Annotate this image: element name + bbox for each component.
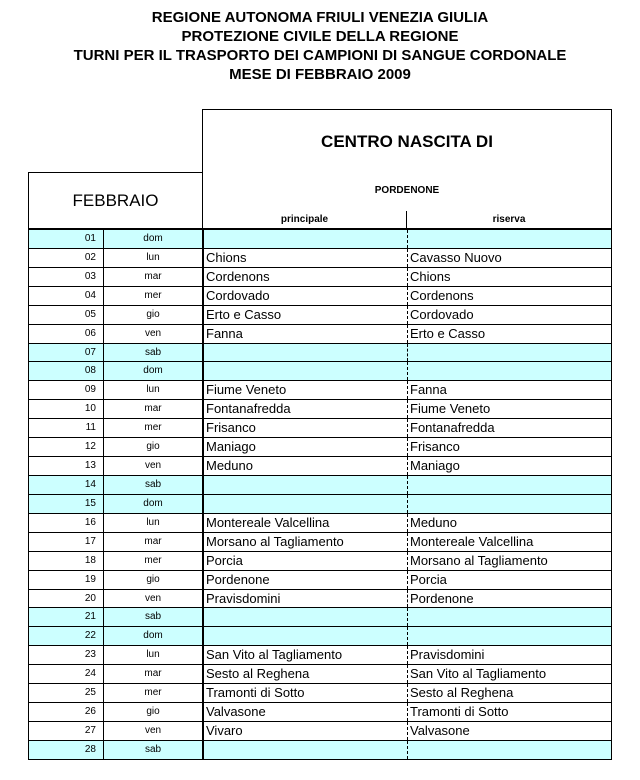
weekday-cell: ven (103, 457, 202, 475)
day-cell: 14 (28, 476, 103, 494)
riserva-cell (407, 495, 612, 513)
weekday-cell: gio (103, 438, 202, 456)
header-protezione: PROTEZIONE CIVILE DELLA REGIONE (181, 28, 459, 45)
table-row (28, 438, 612, 457)
riserva-cell: Erto e Casso (407, 325, 612, 343)
day-cell: 04 (28, 287, 103, 305)
riserva-cell: Fiume Veneto (407, 400, 612, 418)
principale-cell (202, 230, 407, 248)
riserva-cell: Meduno (407, 514, 612, 532)
schedule-table (28, 230, 612, 760)
principale-cell: Cordovado (202, 287, 407, 305)
riserva-cell (407, 608, 612, 626)
day-cell: 28 (28, 741, 103, 759)
riserva-cell: Fontanafredda (407, 419, 612, 437)
principale-cell: Fiume Veneto (202, 381, 407, 399)
day-cell: 26 (28, 703, 103, 721)
weekday-cell: dom (103, 495, 202, 513)
riserva-cell: Pordenone (407, 590, 612, 608)
table-row (28, 306, 612, 325)
weekday-cell: ven (103, 590, 202, 608)
weekday-cell: mar (103, 665, 202, 683)
table-row (28, 268, 612, 287)
riserva-cell: San Vito al Tagliamento (407, 665, 612, 683)
riserva-cell (407, 741, 612, 759)
table-row (28, 608, 612, 627)
table-row (28, 665, 612, 684)
table-row (28, 722, 612, 741)
day-cell: 18 (28, 552, 103, 570)
day-cell: 27 (28, 722, 103, 740)
day-cell: 11 (28, 419, 103, 437)
principale-cell: Meduno (202, 457, 407, 475)
principale-cell: Chions (202, 249, 407, 267)
weekday-cell: dom (103, 627, 202, 645)
table-row (28, 287, 612, 306)
table-row (28, 230, 612, 249)
centro-nascita-box (202, 109, 612, 211)
riserva-cell (407, 362, 612, 380)
riserva-cell: Chions (407, 268, 612, 286)
column-header-riserva: riserva (407, 211, 612, 228)
principale-cell (202, 495, 407, 513)
principale-cell: Pordenone (202, 571, 407, 589)
principale-cell: Maniago (202, 438, 407, 456)
day-cell: 05 (28, 306, 103, 324)
day-cell: 16 (28, 514, 103, 532)
principale-cell: Fontanafredda (202, 400, 407, 418)
day-cell: 15 (28, 495, 103, 513)
header-region: REGIONE AUTONOMA FRIULI VENEZIA GIULIA (151, 9, 489, 26)
table-row (28, 476, 612, 495)
table-row (28, 381, 612, 400)
riserva-cell: Porcia (407, 571, 612, 589)
riserva-cell: Morsano al Tagliamento (407, 552, 612, 570)
column-header-principale: principale (202, 211, 407, 228)
table-row (28, 344, 612, 363)
principale-cell: Sesto al Reghena (202, 665, 407, 683)
riserva-cell: Fanna (407, 381, 612, 399)
weekday-cell: mer (103, 419, 202, 437)
weekday-cell: mer (103, 684, 202, 702)
weekday-cell: gio (103, 571, 202, 589)
riserva-cell (407, 476, 612, 494)
header-turni: TURNI PER IL TRASPORTO DEI CAMPIONI DI SANGUE CORDONALE (73, 47, 567, 64)
weekday-cell: gio (103, 306, 202, 324)
day-cell: 22 (28, 627, 103, 645)
principale-cell: Fanna (202, 325, 407, 343)
day-cell: 21 (28, 608, 103, 626)
header-mese: MESE DI FEBBRAIO 2009 (229, 66, 411, 83)
weekday-cell: mar (103, 400, 202, 418)
day-cell: 25 (28, 684, 103, 702)
weekday-cell: lun (103, 514, 202, 532)
table-row (28, 571, 612, 590)
principale-cell: Morsano al Tagliamento (202, 533, 407, 551)
principale-cell: Valvasone (202, 703, 407, 721)
riserva-cell: Tramonti di Sotto (407, 703, 612, 721)
riserva-cell: Cavasso Nuovo (407, 249, 612, 267)
table-row (28, 400, 612, 419)
principale-cell (202, 362, 407, 380)
document-header (0, 8, 640, 84)
principale-cell (202, 344, 407, 362)
table-row (28, 684, 612, 703)
day-cell: 12 (28, 438, 103, 456)
weekday-cell: sab (103, 344, 202, 362)
month-label: FEBBRAIO (72, 191, 159, 210)
weekday-cell: gio (103, 703, 202, 721)
weekday-cell: dom (103, 362, 202, 380)
day-cell: 09 (28, 381, 103, 399)
riserva-cell (407, 344, 612, 362)
weekday-cell: mar (103, 533, 202, 551)
riserva-cell: Sesto al Reghena (407, 684, 612, 702)
day-cell: 01 (28, 230, 103, 248)
day-cell: 07 (28, 344, 103, 362)
day-cell: 20 (28, 590, 103, 608)
weekday-cell: sab (103, 608, 202, 626)
centro-subtitle: PORDENONE (374, 185, 440, 196)
table-row (28, 627, 612, 646)
riserva-cell: Frisanco (407, 438, 612, 456)
day-cell: 13 (28, 457, 103, 475)
principale-cell (202, 608, 407, 626)
day-cell: 03 (28, 268, 103, 286)
riserva-cell (407, 627, 612, 645)
riserva-cell: Pravisdomini (407, 646, 612, 664)
table-row (28, 325, 612, 344)
principale-cell (202, 627, 407, 645)
table-row (28, 741, 612, 760)
riserva-cell (407, 230, 612, 248)
day-cell: 08 (28, 362, 103, 380)
table-row (28, 703, 612, 722)
principale-cell: Cordenons (202, 268, 407, 286)
principale-cell: Frisanco (202, 419, 407, 437)
weekday-cell: lun (103, 646, 202, 664)
riserva-cell: Valvasone (407, 722, 612, 740)
weekday-cell: sab (103, 476, 202, 494)
month-box (28, 172, 202, 229)
principale-cell: San Vito al Tagliamento (202, 646, 407, 664)
weekday-cell: lun (103, 249, 202, 267)
table-row (28, 533, 612, 552)
day-cell: 19 (28, 571, 103, 589)
table-row (28, 495, 612, 514)
riserva-cell: Cordovado (407, 306, 612, 324)
weekday-cell: mer (103, 552, 202, 570)
weekday-cell: ven (103, 722, 202, 740)
table-row (28, 552, 612, 571)
centro-title: CENTRO NASCITA DI (321, 132, 493, 151)
day-cell: 02 (28, 249, 103, 267)
table-row (28, 419, 612, 438)
weekday-cell: sab (103, 741, 202, 759)
table-row (28, 514, 612, 533)
principale-cell (202, 476, 407, 494)
weekday-cell: mar (103, 268, 202, 286)
day-cell: 10 (28, 400, 103, 418)
day-cell: 06 (28, 325, 103, 343)
riserva-cell: Montereale Valcellina (407, 533, 612, 551)
riserva-cell: Maniago (407, 457, 612, 475)
principale-cell (202, 741, 407, 759)
principale-cell: Porcia (202, 552, 407, 570)
table-row (28, 646, 612, 665)
weekday-cell: lun (103, 381, 202, 399)
riserva-cell: Cordenons (407, 287, 612, 305)
weekday-cell: mer (103, 287, 202, 305)
principale-cell: Pravisdomini (202, 590, 407, 608)
weekday-cell: dom (103, 230, 202, 248)
table-row (28, 249, 612, 268)
principale-cell: Vivaro (202, 722, 407, 740)
table-row (28, 362, 612, 381)
day-cell: 17 (28, 533, 103, 551)
principale-cell: Tramonti di Sotto (202, 684, 407, 702)
day-cell: 24 (28, 665, 103, 683)
table-row (28, 457, 612, 476)
table-row (28, 590, 612, 609)
principale-cell: Erto e Casso (202, 306, 407, 324)
weekday-cell: ven (103, 325, 202, 343)
day-cell: 23 (28, 646, 103, 664)
principale-cell: Montereale Valcellina (202, 514, 407, 532)
